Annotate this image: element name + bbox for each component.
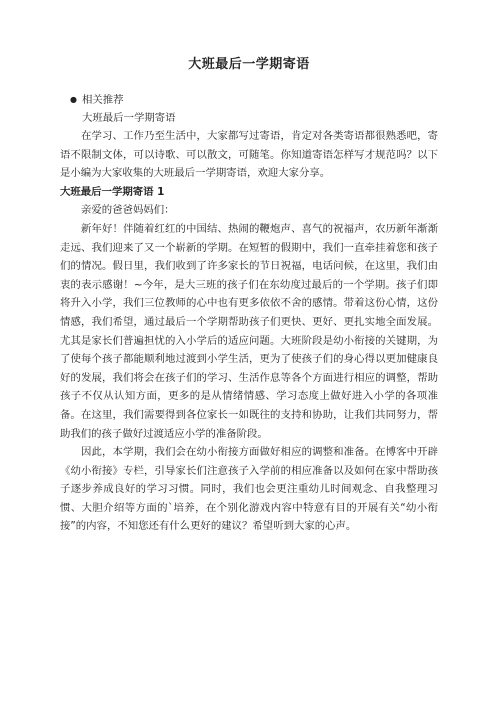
related-link[interactable]: 大班最后一学期寄语 [82, 112, 176, 124]
related-label: 相关推荐 [81, 94, 124, 106]
body-paragraph: 因此，本学期，我们会在幼小衔接方面做好相应的调整和准备。在博客中开辟《幼小衔接》专栏，引导家长们注意孩子入学前的相应准备以及如何在家中帮助孩子逐步养成良好的学习习惯。同时，我们也会更注重幼儿时间观念、自我整理习惯、大胆介绍等方面的`培养，在个别化游戏内容中特意有目的开展有关“幼小衔接”的内容，不知您还有什么更好的建议？希望听到大家的心声。 [60, 446, 438, 533]
intro-paragraph: 在学习、工作乃至生活中，大家都写过寄语，肯定对各类寄语都很熟悉吧，寄语不限制文体，可以诗歌、可以散文，可随笔。你知道寄语怎样写才规范吗？以下是小编为大家收集的大班最后一学期寄语，欢迎大家分享。 [60, 130, 438, 180]
page-title: 大班最后一学期寄语 [188, 57, 310, 72]
body-paragraph: 新年好！伴随着红红的中国结、热闹的鞭炮声、喜气的祝福声，农历新年渐渐走远、我们迎来了又一个崭新的学期。在短暂的假期中，我们一直牵挂着您和孩子们的情况。假日里，我们收到了许多家长的节日祝福，电话问候，在这里，我们由衷的表示感谢！~今年，是大三班的孩子们在东幼度过最后的一个学期。孩子们即将升入小学，我们三位教师的心中也有更多依依不舍的感情。带着这份心情，这份情感，我们希望，通过最后一个学期帮助孩子们更快、更好、更扎实地全面发展。尤其是家长们普遍担忧的入小学后的适应问题。大班阶段是幼小衔接的关键期，为了使每个孩子都能顺利地过渡到小学生活，更为了使孩子们的身心得以更加健康良好的发展，我们将会在孩子们的学习、生活作息等各个方面进行相应的调整，帮助孩子不仅从认知方面，更多的是从情绪情感、学习态度上做好进入小学的各项准备。在这里，我们需要得到各位家长一如既往的支持和协助，让我们共同努力，帮助我们的孩子做好过渡适应小学的准备阶段。 [60, 222, 438, 440]
related-header [70, 91, 438, 109]
section-heading: 大班最后一学期寄语 1 [60, 185, 165, 198]
bullet-icon: ● [70, 95, 77, 104]
greeting: 亲爱的爸爸妈妈们： [81, 204, 175, 217]
